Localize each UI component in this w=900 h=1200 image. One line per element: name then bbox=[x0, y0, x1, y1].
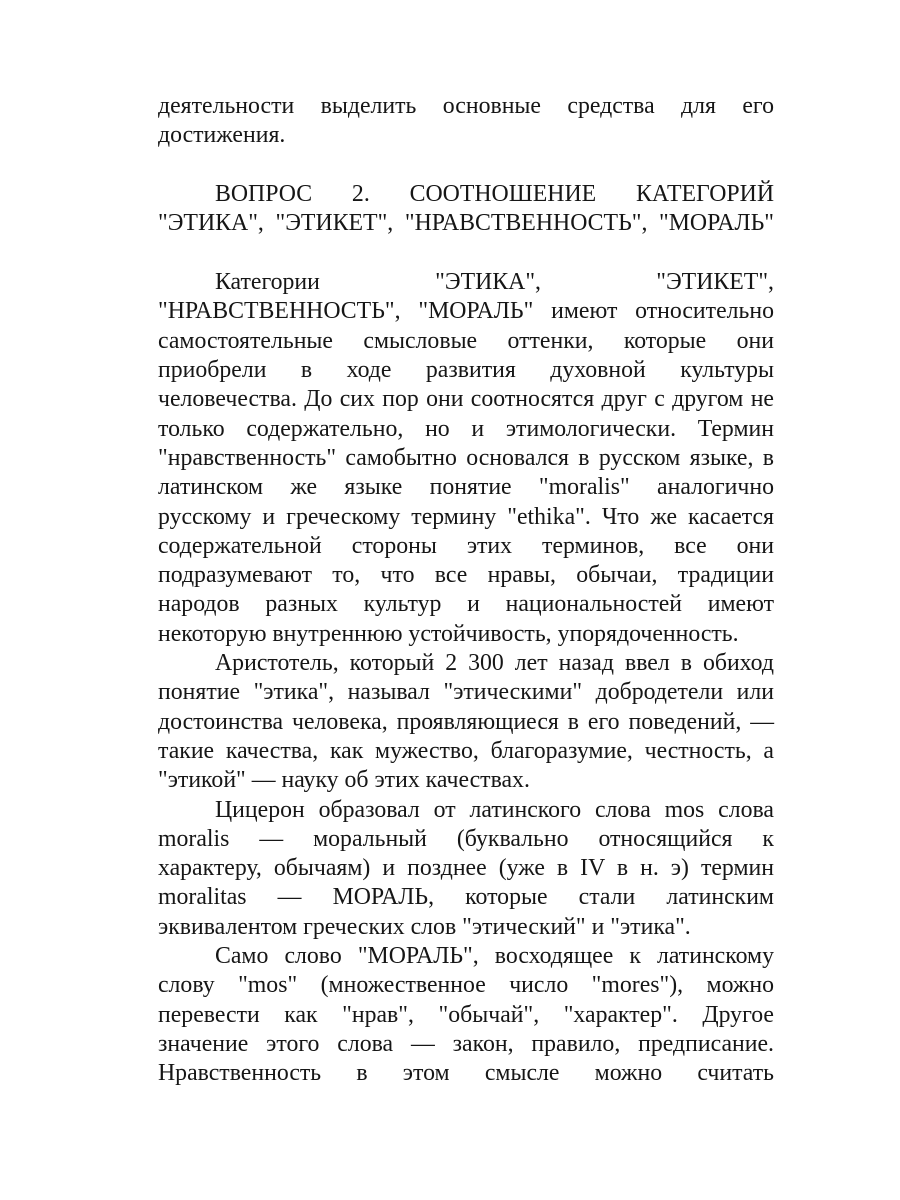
text-line: человечества. До сих пор они соотносятся друг с другом не bbox=[158, 386, 774, 413]
text-line: moralitas — МОРАЛЬ, которые стали латинским bbox=[158, 884, 774, 911]
text-line: moralis — моральный (буквально относящийся к bbox=[158, 825, 774, 852]
paragraph-moral bbox=[158, 942, 774, 1088]
heading-line: ВОПРОС 2. СООТНОШЕНИЕ КАТЕГОРИЙ bbox=[215, 181, 774, 208]
text-line: самостоятельные смысловые оттенки, которые они bbox=[158, 327, 774, 354]
text-line: Нравственность в этом смысле можно считать bbox=[158, 1060, 774, 1087]
text-line: русскому и греческому термину "ethika". Что же касается bbox=[158, 503, 774, 530]
text-line: Цицерон образовал от латинского слова mos слова bbox=[215, 796, 774, 823]
text-line: только содержательно, но и этимологически. Термин bbox=[158, 415, 774, 442]
text-line: Аристотель, который 2 300 лет назад ввел в обиход bbox=[215, 650, 774, 677]
text-line: характеру, обычаям) и позднее (уже в IV в н. э) термин bbox=[158, 855, 774, 882]
text-line: Категории "ЭТИКА", "ЭТИКЕТ", bbox=[215, 269, 774, 296]
intro-paragraph bbox=[158, 92, 774, 151]
text-line: подразумевают то, что все нравы, обычаи, традиции bbox=[158, 562, 774, 589]
text-line: эквивалентом греческих слов "этический" и "этика". bbox=[158, 913, 691, 940]
text-line: деятельности выделить основные средства для его bbox=[158, 93, 774, 119]
text-line: "НРАВСТВЕННОСТЬ", "МОРАЛЬ" имеют относительно bbox=[158, 298, 774, 325]
text-line: народов разных культур и национальностей имеют bbox=[158, 591, 774, 618]
text-line: содержательной стороны этих терминов, все они bbox=[158, 532, 774, 559]
text-line: Само слово "МОРАЛЬ", восходящее к латинскому bbox=[215, 943, 774, 970]
paragraph-cicero bbox=[158, 796, 774, 942]
text-line: понятие "этика", называл "этическими" добродетели или bbox=[158, 679, 774, 706]
text-line: некоторую внутреннюю устойчивость, упорядоченность. bbox=[158, 620, 739, 647]
paragraph-aristotle bbox=[158, 649, 774, 795]
document-page bbox=[158, 92, 774, 1089]
text-line: перевести как "нрав", "обычай", "характер". Другое bbox=[158, 1001, 774, 1028]
section-heading bbox=[158, 180, 774, 239]
text-line: "этикой" — науку об этих качествах. bbox=[158, 767, 530, 794]
text-line: достоинства человека, проявляющиеся в его поведений, — bbox=[158, 708, 774, 735]
text-line: значение этого слова — закон, правило, предписание. bbox=[158, 1030, 774, 1057]
paragraph-categories bbox=[158, 268, 774, 649]
text-line: слову "mos" (множественное число "mores"), можно bbox=[158, 972, 774, 999]
text-line: "нравственность" самобытно основался в русском языке, в bbox=[158, 444, 774, 471]
heading-line: "ЭТИКА", "ЭТИКЕТ", "НРАВСТВЕННОСТЬ", "МОРАЛЬ" bbox=[158, 210, 774, 237]
text-line: такие качества, как мужество, благоразумие, честность, а bbox=[158, 737, 774, 764]
text-line: латинском же языке понятие "moralis" аналогично bbox=[158, 474, 774, 501]
text-line: приобрели в ходе развития духовной культуры bbox=[158, 357, 774, 384]
text-line: достижения. bbox=[158, 122, 286, 149]
